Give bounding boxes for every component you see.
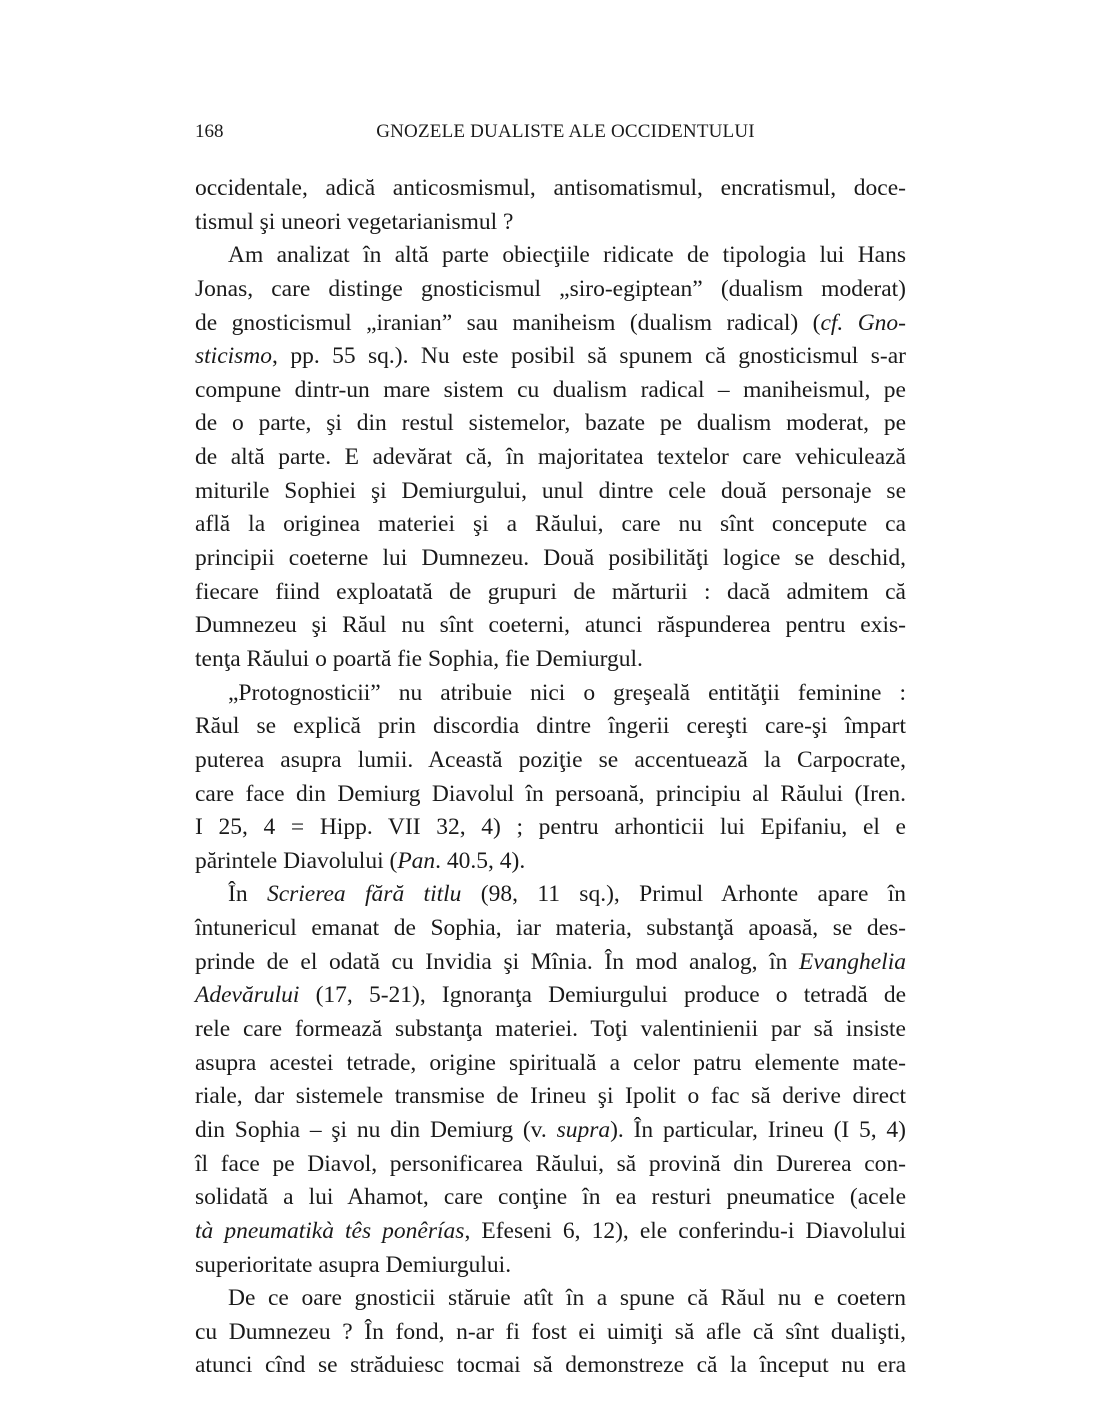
italic-citation: sticismo — [195, 343, 273, 370]
text-run: miturile Sophiei şi Demiurgului, unul dintre cele două personaje se — [195, 477, 906, 504]
text-line — [195, 1047, 906, 1081]
text-run: solidată a lui Ahamot, care conţine în ea resturi pneumatice (acele — [195, 1184, 906, 1211]
text-line-content — [195, 206, 906, 240]
text-line-content — [195, 744, 906, 778]
text-line-content — [195, 845, 906, 879]
text-line-content — [195, 475, 906, 509]
text-line-content — [195, 407, 906, 441]
text-line — [195, 710, 906, 744]
text-line-content — [195, 273, 906, 307]
text-line-content — [195, 1148, 906, 1182]
italic-citation: cf. Gno- — [820, 309, 906, 336]
text-line-content — [195, 1047, 906, 1081]
text-run: care face din Demiurg Diavolul în persoană, principiu al Răului (Iren. — [195, 780, 906, 807]
text-line — [195, 1114, 906, 1148]
italic-citation: Scrierea fără titlu — [266, 881, 462, 908]
text-line — [195, 508, 906, 542]
italic-citation: Evanghelia — [798, 948, 906, 975]
text-run: (17, 5-21), Ignoranţa Demiurgului produce o tetradă de — [299, 982, 906, 1009]
text-line-content — [195, 307, 906, 341]
text-line — [195, 1249, 906, 1283]
text-line — [195, 1080, 906, 1114]
text-line — [195, 1181, 906, 1215]
text-run: asupra acestei tetrade, origine spirituală a celor patru elemente mate- — [195, 1049, 906, 1076]
page-number: 168 — [195, 121, 224, 142]
text-line-content — [195, 778, 906, 812]
text-line-content — [195, 239, 906, 273]
text-line — [195, 744, 906, 778]
text-run: Dumnezeu şi Răul nu sînt coeterni, atunci răspunderea pentru exis- — [195, 612, 906, 639]
text-line-content — [195, 912, 906, 946]
text-line-content — [195, 677, 906, 711]
text-line-content — [195, 1080, 906, 1114]
text-run: fiecare fiind exploatată de grupuri de mărturii : dacă admitem că — [195, 578, 906, 605]
text-line — [195, 307, 906, 341]
text-line — [195, 340, 906, 374]
text-run: principii coeterne lui Dumnezeu. Două posibilităţi logice se deschid, — [195, 545, 906, 572]
text-run: părintele Diavolului ( — [195, 847, 398, 874]
text-run: tismul şi uneori vegetarianismul ? — [195, 208, 514, 235]
text-line-content — [195, 643, 906, 677]
text-line — [195, 542, 906, 576]
body-text — [195, 172, 906, 1383]
text-run: Răul se explică prin discordia dintre îngerii cereşti care-şi împart — [195, 713, 906, 740]
text-run: „Protognosticii” nu atribuie nici o greşeală entităţii feminine : — [228, 679, 906, 706]
text-line — [195, 811, 906, 845]
text-line-content — [195, 172, 906, 206]
italic-citation: Adevărului — [195, 982, 300, 1009]
text-line-content — [195, 374, 906, 408]
text-run: de altă parte. E adevărat că, în majoritatea textelor care vehiculează — [195, 444, 906, 471]
text-line-content — [195, 710, 906, 744]
text-run: îl face pe Diavol, personificarea Răului, să provină din Durerea con- — [195, 1150, 906, 1177]
text-run: (98, 11 sq.), Primul Arhonte apare în — [461, 881, 907, 908]
text-line-content — [195, 441, 906, 475]
text-line-content — [195, 1282, 906, 1316]
text-line-content — [195, 576, 906, 610]
text-line — [195, 1215, 906, 1249]
text-line — [195, 1349, 906, 1383]
text-line — [195, 172, 906, 206]
text-run: riale, dar sistemele transmise de Irineu şi Ipolit o fac să derive direct — [195, 1083, 906, 1110]
text-line — [195, 912, 906, 946]
text-line — [195, 239, 906, 273]
text-line — [195, 778, 906, 812]
italic-citation: supra — [556, 1116, 611, 1143]
text-run: întunericul emanat de Sophia, iar materia, substanţă apoasă, se des- — [195, 915, 906, 942]
text-run: puterea asupra lumii. Această poziţie se accentuează la Carpocrate, — [195, 746, 906, 773]
text-run: află la originea materiei şi a Răului, care nu sînt concepute ca — [195, 511, 906, 538]
text-line — [195, 845, 906, 879]
text-line — [195, 643, 906, 677]
text-run: ). În particular, Irineu (I 5, 4) — [610, 1116, 907, 1143]
text-line-content — [195, 1349, 906, 1383]
text-line — [195, 979, 906, 1013]
text-line-content — [195, 811, 906, 845]
text-line — [195, 576, 906, 610]
text-line-content — [195, 1181, 906, 1215]
text-run: Am analizat în altă parte obiecţiile ridicate de tipologia lui Hans — [228, 242, 906, 269]
italic-citation: Pan — [397, 847, 436, 874]
text-line-content — [195, 1013, 906, 1047]
text-line-content — [195, 979, 906, 1013]
text-line — [195, 878, 906, 912]
text-line-content — [195, 542, 906, 576]
text-run: De ce oare gnosticii stăruie atît în a spune că Răul nu e coetern — [228, 1285, 906, 1312]
text-line-content — [195, 1316, 906, 1350]
text-run: din Sophia – şi nu din Demiurg (v. — [195, 1116, 557, 1143]
text-line-content — [195, 340, 906, 374]
text-run: prinde de el odată cu Invidia şi Mînia. În mod analog, în — [195, 948, 799, 975]
text-line-content — [195, 609, 906, 643]
text-run: . 40.5, 4). — [435, 847, 526, 874]
running-header — [195, 118, 906, 146]
text-line-content — [195, 878, 906, 912]
text-run: Jonas, care distinge gnosticismul „siro-egiptean” (dualism moderat) — [195, 275, 906, 302]
text-line — [195, 206, 906, 240]
text-line-content — [195, 1114, 906, 1148]
text-run: occidentale, adică anticosmismul, antisomatismul, encratismul, doce- — [195, 175, 906, 201]
text-run: superioritate asupra Demiurgului. — [195, 1251, 512, 1278]
text-line — [195, 946, 906, 980]
text-run: , Efeseni 6, 12), ele conferindu-i Diavolului — [464, 1217, 906, 1244]
text-line-content — [195, 508, 906, 542]
text-run: de o parte, şi din restul sistemelor, bazate pe dualism moderat, pe — [195, 410, 906, 437]
text-line — [195, 273, 906, 307]
text-run: tenţa Răului o poartă fie Sophia, fie Demiurgul. — [195, 645, 643, 672]
text-line — [195, 441, 906, 475]
text-line-content — [195, 1215, 906, 1249]
italic-citation: tà pneumatikà tês ponêrías — [195, 1217, 465, 1244]
text-line — [195, 609, 906, 643]
text-line — [195, 1148, 906, 1182]
text-run: cu Dumnezeu ? În fond, n-ar fi fost ei uimiţi să afle că sînt dualişti, — [195, 1318, 906, 1345]
text-line — [195, 407, 906, 441]
text-run: , pp. 55 sq.). Nu este posibil să spunem că gnosticismul s-ar — [272, 343, 906, 370]
text-line — [195, 374, 906, 408]
text-run: rele care formează substanţa materiei. Toţi valentinienii par să insiste — [195, 1016, 906, 1043]
text-line — [195, 1316, 906, 1350]
text-line-content — [195, 1249, 906, 1283]
text-line-content — [195, 946, 906, 980]
text-run: compune dintr-un mare sistem cu dualism radical – maniheismul, pe — [195, 376, 906, 403]
text-run: În — [228, 881, 267, 908]
text-line — [195, 1282, 906, 1316]
text-run: de gnosticismul „iranian” sau maniheism (dualism radical) ( — [195, 309, 821, 336]
running-title: GNOZELE DUALISTE ALE OCCIDENTULUI — [376, 121, 755, 142]
text-run: atunci cînd se străduiesc tocmai să demonstreze că la început nu era — [195, 1352, 906, 1379]
text-line — [195, 475, 906, 509]
text-line — [195, 1013, 906, 1047]
text-line — [195, 677, 906, 711]
text-run: I 25, 4 = Hipp. VII 32, 4) ; pentru arhonticii lui Epifaniu, el e — [195, 814, 906, 841]
